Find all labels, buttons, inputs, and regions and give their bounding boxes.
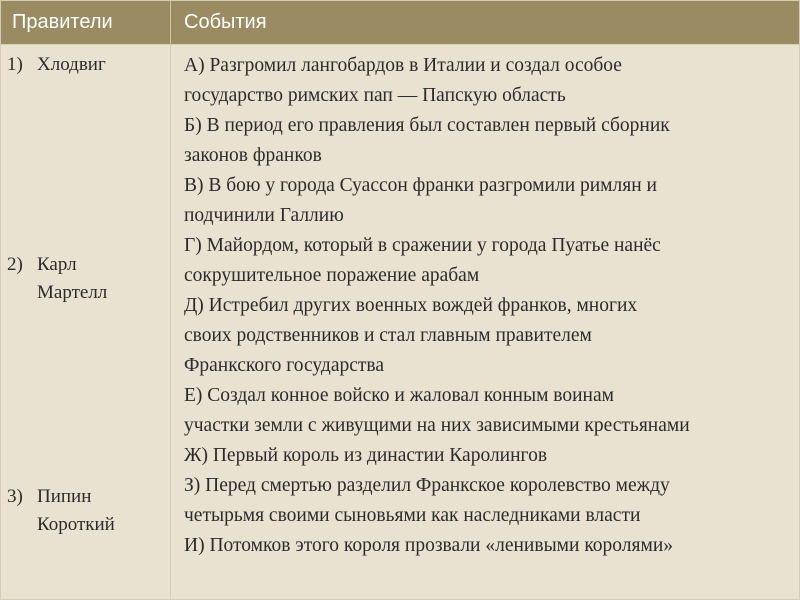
event-item: Е) Создал конное войско и жаловал конным воинам участки земли с живущими на них зависимыми крестьянами — [184, 385, 690, 436]
event-item: В) В бою у города Суассон франки разгромили римлян и подчинили Галлию — [184, 175, 657, 226]
events-list — [184, 51, 796, 561]
ruler-number: 2) — [7, 254, 23, 275]
event-item: А) Разгромил лангобардов в Италии и создал особое государство римских пап — Папскую область — [184, 55, 622, 106]
column-divider — [170, 45, 171, 600]
ruler-name: Пипин Короткий — [37, 486, 115, 535]
header-rulers: Правители — [12, 11, 113, 33]
event-item: Б) В период его правления был составлен первый сборник законов франков — [184, 115, 670, 166]
ruler-name: Карл Мартелл — [37, 254, 108, 303]
event-item: Д) Истребил других военных вождей франков, многих своих родственников и стал главным правителем Франкского государства — [184, 295, 638, 376]
event-item: Г) Майордом, который в сражении у города Пуатье нанёс сокрушительное поражение арабам — [184, 235, 661, 286]
ruler-name: Хлодвиг — [37, 54, 106, 75]
header-divider — [170, 0, 171, 44]
ruler-number: 3) — [7, 486, 23, 507]
header-events: События — [184, 11, 267, 33]
table-header — [0, 0, 800, 45]
event-item: И) Потомков этого короля прозвали «ленивыми королями» — [184, 535, 674, 556]
event-item: Ж) Первый король из династии Каролингов — [184, 445, 548, 466]
event-item: З) Перед смертью разделил Франкское королевство между четырьмя своими сыновьями как наследниками власти — [184, 475, 670, 526]
ruler-number: 1) — [7, 54, 23, 75]
